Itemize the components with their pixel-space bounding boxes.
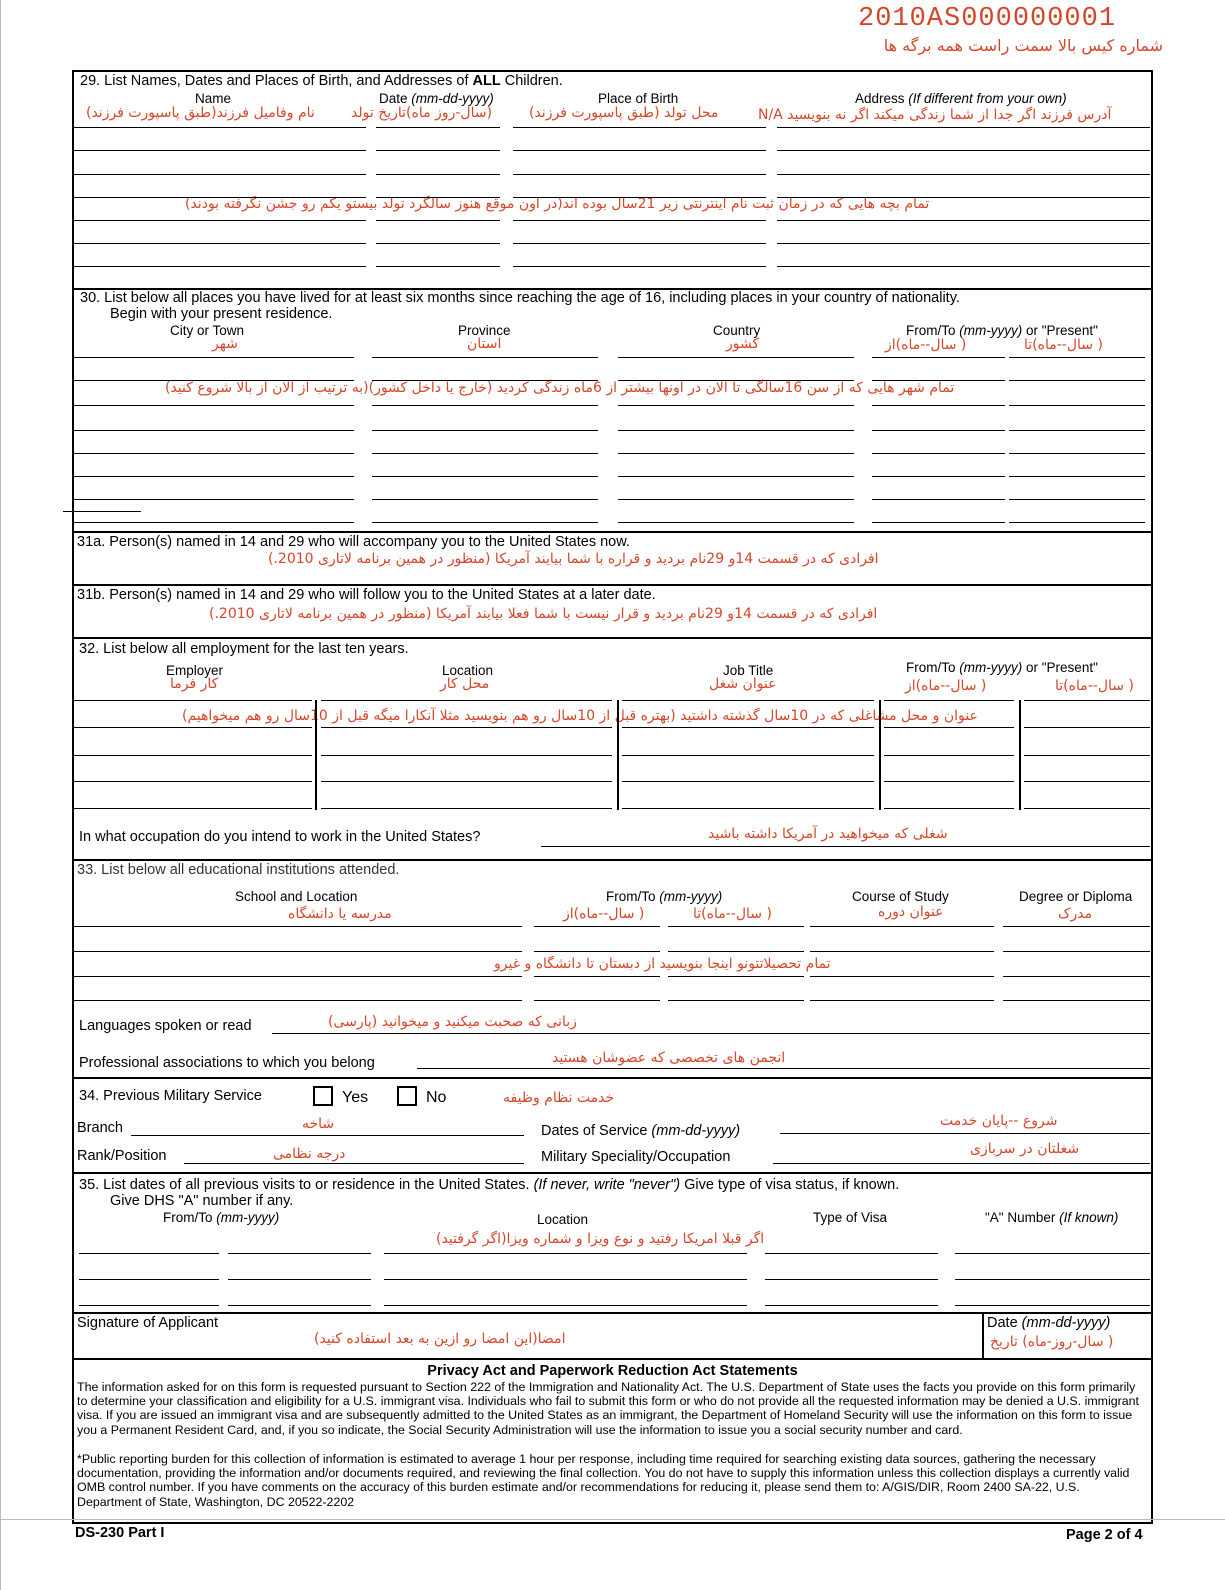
q30-fa-country: کشور: [726, 336, 760, 352]
q34-rank-line: [184, 1163, 524, 1164]
q33-col-degree: Degree or Diploma: [1019, 889, 1133, 904]
q33-fa-course: عنوان دوره: [878, 904, 944, 920]
q35-title-line2: Give DHS "A" number if any.: [110, 1193, 294, 1209]
page-edge: [0, 1519, 1225, 1520]
divider-q35: [72, 1172, 1153, 1174]
signature-date-value[interactable]: ( سال-روز-ماه) تاریخ: [990, 1334, 1114, 1350]
q32-title: 32. List below all employment for the last ten years.: [79, 641, 409, 657]
q30-fa-city: شهر: [212, 336, 238, 352]
q30-fa-note: تمام شهر هایی که از سن 16سالگی تا الان در اونها بیشتر از 6ماه زندگی کردید (خارج یا داخل کشور)(به ترتیب از الان از بالا شروع کنید): [165, 380, 955, 396]
q34-yes-checkbox[interactable]: [313, 1086, 333, 1106]
q30-fa-from: ( سال--ماه)از: [885, 337, 967, 353]
q32-fa-to: ( سال--ماه)تا: [1055, 678, 1134, 694]
q34-dates-value: شروع --پایان خدمت: [940, 1113, 1058, 1129]
q32-col-location: Location: [442, 663, 494, 678]
q30-title-line2: Begin with your present residence.: [110, 306, 333, 322]
privacy-paragraph-2: *Public reporting burden for this collection of information is estimated to average 1 hour per response, including time required for searching existing data sources, gathering the necessary documentation, providing the information and/or documents required, and reviewing the final collection. You do not have to supply this information unless this collection displays a currently valid OMB control number. If you have comments on the accuracy of this burden estimate and/or recommendations for reducing it, please send them to: A/GIS/DIR, Room 2400 SA-22, U.S. Department of State, Washington, DC 20522-2202: [77, 1452, 1130, 1509]
q32-fa-job: عنوان شغل: [709, 676, 777, 692]
q33-fa-degree: مدرک: [1058, 906, 1093, 922]
q33-languages-label: Languages spoken or read: [79, 1018, 252, 1034]
signature-date-divider: [982, 1312, 984, 1358]
q33-fa-to: ( سال--ماه)تا: [693, 906, 772, 922]
divider-q32: [72, 637, 1153, 639]
q32-occupation-label: In what occupation do you intend to work in the United States?: [79, 829, 481, 845]
q30-fa-to: ( سال--ماه)تا: [1024, 337, 1103, 353]
page-left-edge: [0, 0, 1, 1590]
q35-title-line1: 35. List dates of all previous visits to or residence in the United States. (If never, write "never") Give type of visa status, if known.: [79, 1177, 900, 1193]
divider-privacy: [72, 1358, 1153, 1360]
q32-col-job: Job Title: [723, 663, 774, 678]
privacy-title: Privacy Act and Paperwork Reduction Act Statements: [427, 1363, 798, 1379]
q30-col-country: Country: [713, 323, 761, 338]
case-number-note: شماره کیس بالا سمت راست همه برگه ها: [883, 36, 1163, 55]
q30-fa-province: استان: [467, 336, 502, 352]
q34-rank-value: درجه نظامی: [273, 1146, 346, 1162]
q29-fa-place: محل تولد (طبق پاسپورت فرزند): [529, 105, 719, 121]
q35-col-visa: Type of Visa: [813, 1210, 888, 1225]
q29-fa-date: (سال-روز ماه)تاریخ تولد: [351, 105, 493, 121]
signature-label: Signature of Applicant: [77, 1315, 219, 1331]
q33-associations-value: انجمن های تخصصی که عضوشان هستید: [552, 1050, 786, 1066]
q34-no-checkbox[interactable]: [397, 1086, 417, 1106]
q30-col-fromto: From/To (mm-yyyy) or "Present": [906, 323, 1098, 338]
q32-fa-from: ( سال--ماه)از: [905, 678, 987, 694]
q34-specialty-value: شغلتان در سربازی: [970, 1141, 1080, 1157]
q34-branch-value: شاخه: [302, 1116, 335, 1132]
q33-title: 33. List below all educational institutions attended.: [77, 862, 400, 878]
q35-col-location: Location: [537, 1212, 589, 1227]
q30-title-line1: 30. List below all places you have lived for at least six months since reaching the age of 16, including places in your country of nationality.: [80, 290, 960, 306]
divider-q31b: [72, 584, 1153, 586]
divider-q31a: [72, 531, 1153, 533]
q30-col-province: Province: [458, 323, 511, 338]
q33-languages-value: زبانی که صحبت میکنید و میخوانید (پارسی): [328, 1014, 577, 1030]
q30-col-city: City or Town: [170, 323, 245, 338]
q29-title: 29. List Names, Dates and Places of Birth, and Addresses of ALL Children.: [80, 73, 563, 89]
q34-fa-title: خدمت نظام وظیفه: [503, 1090, 615, 1106]
q32-occupation-value: شغلی که میخواهید در آمریکا داشته باشید: [708, 826, 948, 842]
q31b-label: 31b. Person(s) named in 14 and 29 who will follow you to the United States at a later date.: [77, 587, 656, 603]
q29-col-address: Address (If different from your own): [855, 91, 1067, 106]
q34-no-label: No: [426, 1089, 447, 1106]
signature-value[interactable]: امضا(این امضا رو ازین به بعد استفاده کنید): [314, 1331, 566, 1347]
q33-fa-school: مدرسه یا دانشگاه: [288, 906, 392, 922]
q29-col-name: Name: [195, 91, 232, 106]
q34-branch-line: [131, 1135, 524, 1136]
q34-branch-label: Branch: [77, 1120, 123, 1136]
q35-col-fromto: From/To (mm-yyyy): [163, 1210, 280, 1225]
q31a-label: 31a. Person(s) named in 14 and 29 who will accompany you to the United States now.: [77, 534, 630, 550]
q29-col-date: Date (mm-dd-yyyy): [379, 91, 494, 106]
q29-fa-address: آدرس فرزند اگر جدا از شما زندگی میکند اگر نه بنویسید N/A: [758, 107, 1112, 123]
q32-fa-location: محل کار: [440, 676, 490, 692]
privacy-paragraph-1: The information asked for on this form is requested pursuant to Section 222 of the Immigration and Nationality Act. The U.S. Department of State uses the facts you provide on this form primarily to determine your classification and eligibility for a U.S. immigrant visa. Individuals who fail to submit this form or who do not provide all the requested information may be denied a U.S. immigrant visa. If you are issued an immigrant visa and are subsequently admitted to the United States as an immigrant, the Department of Homeland Security will use the information on this form to issue you a Permanent Resident Card, and, if you so indicate, the Social Security Administration will use the information to issue you a social security number and card.: [77, 1380, 1139, 1437]
q29-fa-name: نام وفامیل فرزند(طبق پاسپورت فرزند): [86, 105, 315, 121]
q32-fa-note: عنوان و محل مشاغلی که در 10سال گذشته داشتید (بهتره قبل از 10سال رو هم بنویسید مثلا آنکارا میگه قبل از 10سال رو هم میخواهیم): [182, 708, 978, 724]
divider-signature: [72, 1312, 1153, 1314]
signature-date-label: Date (mm-dd-yyyy): [987, 1315, 1111, 1331]
q35-col-anumber: "A" Number (If known): [985, 1210, 1119, 1225]
q33-associations-label: Professional associations to which you belong: [79, 1055, 375, 1071]
q33-fa-from: ( سال--ماه)از: [563, 906, 645, 922]
q34-dates-label: Dates of Service (mm-dd-yyyy): [541, 1123, 741, 1139]
q32-col-employer: Employer: [166, 663, 224, 678]
q34-dates-line: [780, 1133, 1150, 1134]
q34-rank-label: Rank/Position: [77, 1148, 167, 1164]
q33-col-course: Course of Study: [852, 889, 949, 904]
q31b-fa: افرادی که در قسمت 14و 29نام بردید و قرار نیست با شما فعلا بیایند آمریکا (منظور در همین برنامه لاتاری 2010.): [209, 606, 878, 622]
q32-fa-employer: کار فرما: [170, 676, 219, 692]
q33-col-fromto: From/To (mm-yyyy): [606, 889, 723, 904]
q34-specialty-line: [773, 1163, 1150, 1164]
q32-occupation-line: [541, 846, 1150, 847]
divider-q34: [72, 1077, 1153, 1079]
q33-col-school: School and Location: [235, 889, 358, 904]
form-id: DS-230 Part I: [75, 1525, 165, 1541]
q34-specialty-label: Military Speciality/Occupation: [541, 1149, 731, 1165]
case-number: 2010AS000000001: [858, 4, 1117, 34]
q34-yes-label: Yes: [342, 1089, 369, 1106]
q31a-fa: افرادی که در قسمت 14و 29نام بردید و قراره با شما بیایند آمریکا (منظور در همین برنامه لاتاری 2010.): [268, 551, 879, 567]
q32-col-fromto: From/To (mm-yyyy) or "Present": [906, 660, 1098, 675]
q33-associations-line: [417, 1068, 1150, 1069]
q35-fa-note: اگر قبلا امریکا رفتید و نوع ویزا و شماره ویزا(اگر گرفتید): [436, 1231, 765, 1247]
q29-col-place: Place of Birth: [598, 91, 679, 106]
q34-title: 34. Previous Military Service: [79, 1088, 262, 1104]
q29-fa-note: تمام بچه هایی که در زمان ثبت نام اینترنتی زیر 21سال بوده اند(در اون موقع هنوز سالگرد تولد بیستو یکم رو جشن نگرفته بودند): [185, 196, 930, 212]
q33-languages-line: [272, 1033, 1150, 1034]
page-number: Page 2 of 4: [1066, 1527, 1143, 1543]
q33-fa-note: تمام تحصیلاتتونو اینجا بنویسید از دبستان تا دانشگاه و غیرو: [494, 956, 831, 972]
divider-q33: [72, 859, 1153, 861]
